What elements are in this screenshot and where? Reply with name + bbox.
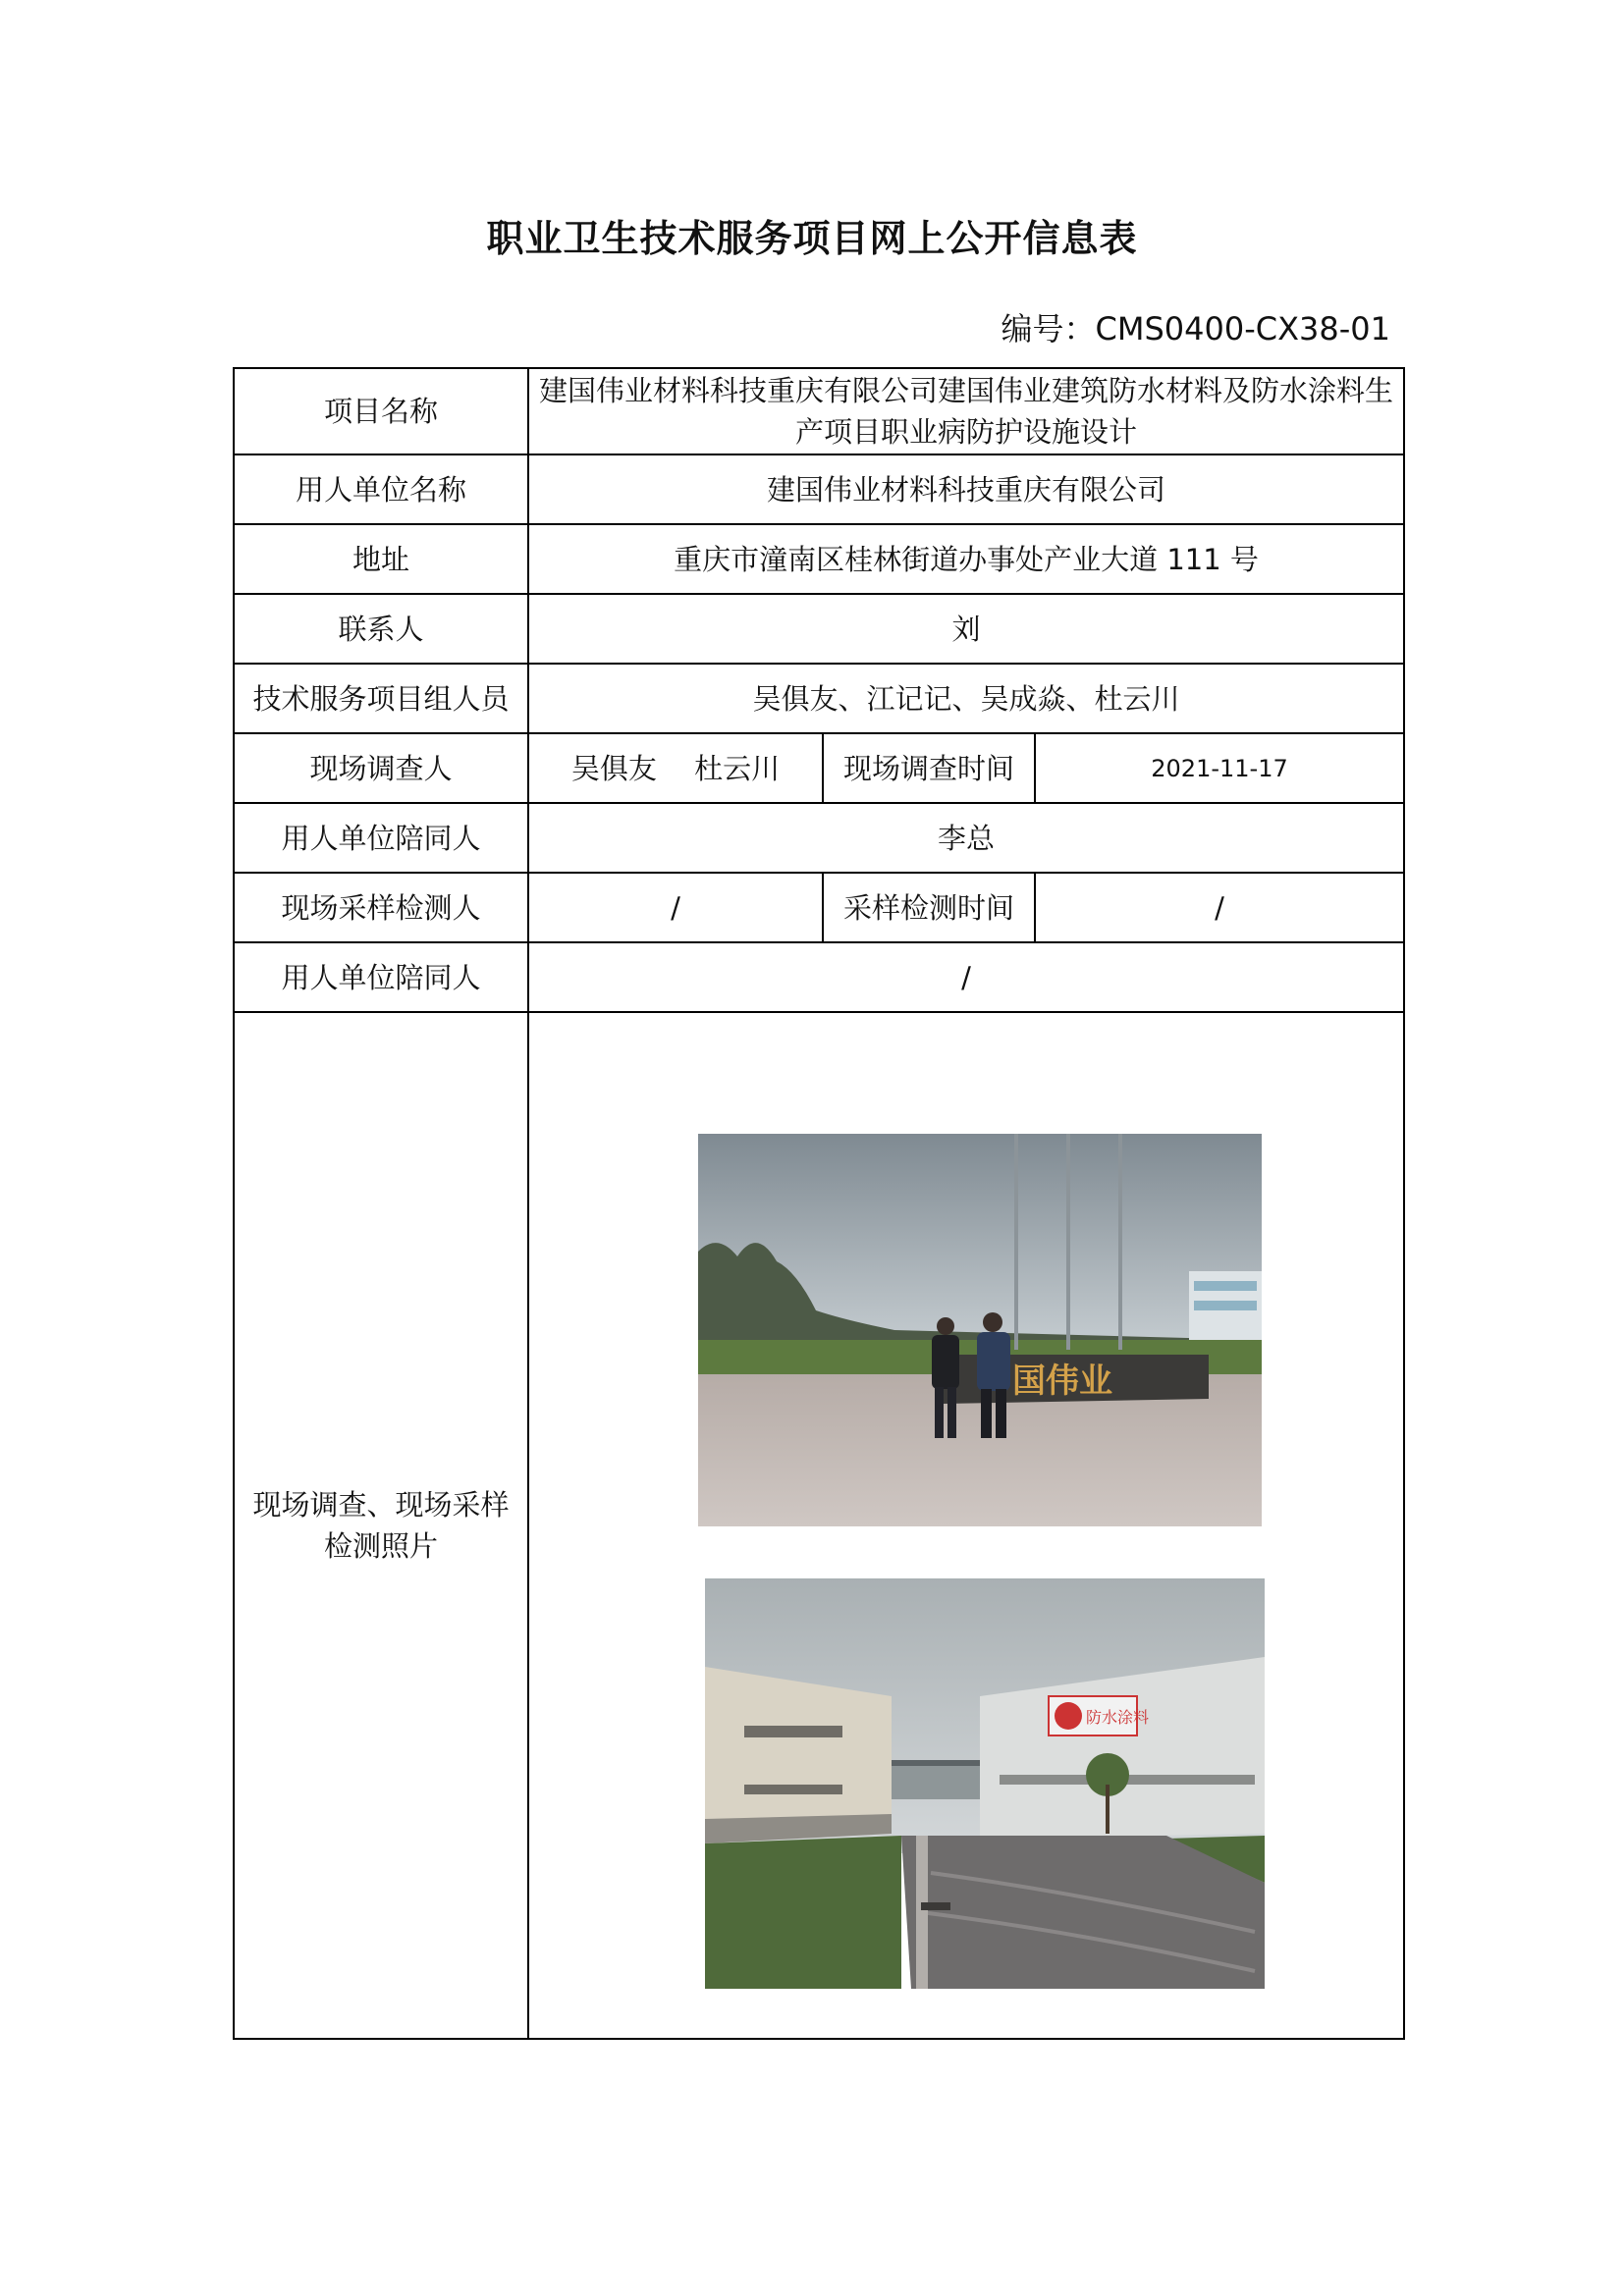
row-survey	[234, 733, 1404, 803]
value-project-name: 建国伟业材料科技重庆有限公司建国伟业建筑防水材料及防水涂料生产项目职业病防护设施设计	[528, 368, 1404, 454]
site-photo-factory	[705, 1578, 1265, 1989]
row-sampling	[234, 873, 1404, 942]
value-companion-2: /	[528, 942, 1404, 1012]
label-sampling-time: 采样检测时间	[823, 873, 1035, 942]
label-contact: 联系人	[234, 594, 528, 664]
photo-building-sign: 防水涂料	[1086, 1708, 1150, 1727]
photos-cell	[528, 1012, 1404, 2039]
site-photo-entrance-image	[698, 1134, 1262, 1526]
value-survey: 吴俱友 杜云川	[528, 733, 823, 803]
label-companion-1: 用人单位陪同人	[234, 803, 528, 873]
value-survey-time: 2021-11-17	[1035, 733, 1404, 803]
value-team: 吴俱友、江记记、吴成焱、杜云川	[528, 664, 1404, 733]
site-photo-factory-image	[705, 1578, 1265, 1989]
row-contact	[234, 594, 1404, 664]
value-sampling-time: /	[1035, 873, 1404, 942]
value-address: 重庆市潼南区桂林街道办事处产业大道 111 号	[528, 524, 1404, 594]
value-contact: 刘	[528, 594, 1404, 664]
document-title: 职业卫生技术服务项目网上公开信息表	[486, 217, 1138, 260]
site-photo-entrance	[698, 1134, 1262, 1526]
info-table	[233, 367, 1405, 2040]
photo-sign-text: 国伟业	[1012, 1362, 1112, 1401]
label-survey-time: 现场调查时间	[823, 733, 1035, 803]
row-project-name	[234, 368, 1404, 454]
row-companion-2	[234, 942, 1404, 1012]
label-sampling: 现场采样检测人	[234, 873, 528, 942]
row-companion-1	[234, 803, 1404, 873]
row-photos	[234, 1012, 1404, 2039]
document-code: 编号：CMS0400-CX38-01	[1001, 310, 1390, 347]
label-photos	[234, 1012, 528, 2039]
value-employer-name: 建国伟业材料科技重庆有限公司	[528, 454, 1404, 524]
value-sampling: /	[528, 873, 823, 942]
row-address	[234, 524, 1404, 594]
label-employer-name: 用人单位名称	[234, 454, 528, 524]
label-survey: 现场调查人	[234, 733, 528, 803]
row-employer-name	[234, 454, 1404, 524]
value-companion-1: 李总	[528, 803, 1404, 873]
label-companion-2: 用人单位陪同人	[234, 942, 528, 1012]
row-team	[234, 664, 1404, 733]
label-project-name: 项目名称	[234, 368, 528, 454]
label-photos-text: 现场调查、现场采样检测照片	[252, 1488, 510, 1563]
label-team: 技术服务项目组人员	[234, 664, 528, 733]
label-address: 地址	[234, 524, 528, 594]
